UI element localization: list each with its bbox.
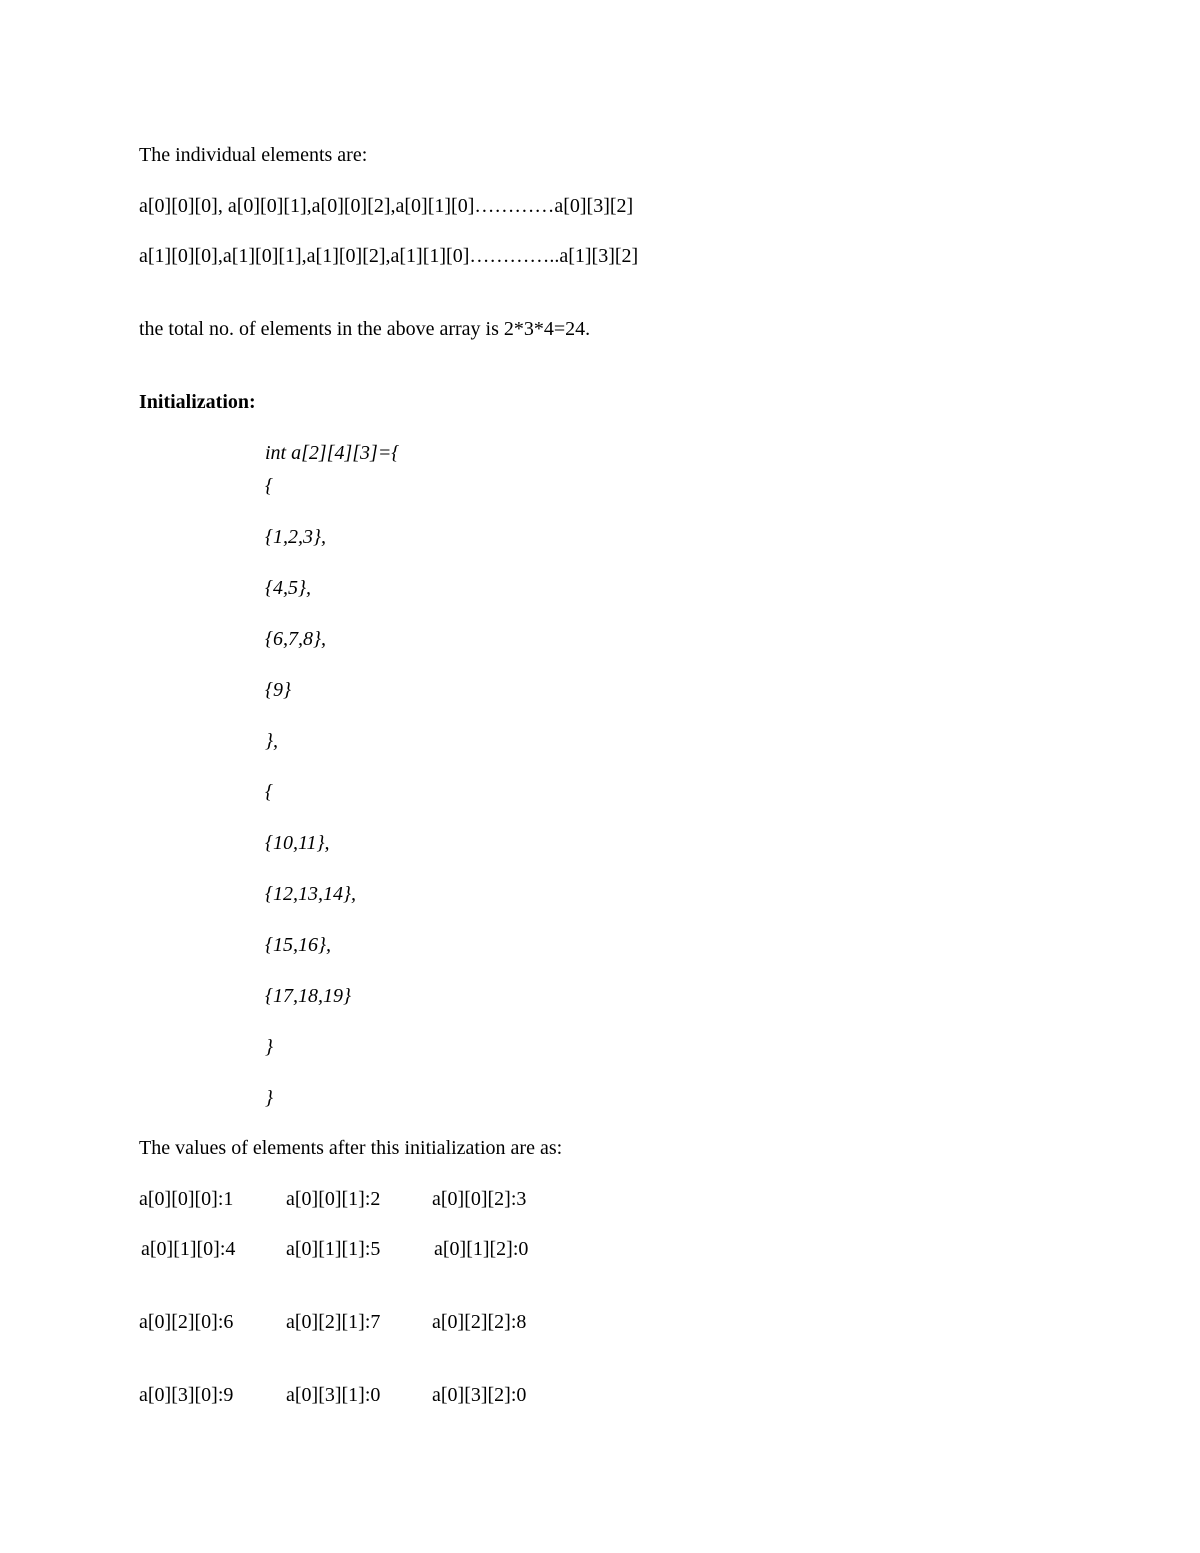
code-line: {15,16}, bbox=[265, 934, 331, 956]
code-line: int a[2][4][3]={ bbox=[265, 442, 400, 464]
code-line: }, bbox=[265, 730, 278, 752]
value-cell: a[0][3][0]:9 bbox=[139, 1384, 234, 1406]
value-cell: a[0][3][1]:0 bbox=[286, 1384, 381, 1406]
code-line: { bbox=[265, 781, 273, 803]
value-cell: a[0][1][0]:4 bbox=[141, 1238, 236, 1260]
code-line: {10,11}, bbox=[265, 832, 330, 854]
value-cell: a[0][2][2]:8 bbox=[432, 1311, 527, 1333]
value-cell: a[0][0][2]:3 bbox=[432, 1188, 527, 1210]
value-cell: a[0][0][0]:1 bbox=[139, 1188, 234, 1210]
code-line: {17,18,19} bbox=[265, 985, 351, 1007]
elements-row-1: a[0][0][0], a[0][0][1],a[0][0][2],a[0][1][0]…………a[0][3][2] bbox=[139, 195, 634, 217]
value-cell: a[0][2][0]:6 bbox=[139, 1311, 234, 1333]
value-cell: a[0][2][1]:7 bbox=[286, 1311, 381, 1333]
code-line: {4,5}, bbox=[265, 577, 311, 599]
elements-row-2: a[1][0][0],a[1][0][1],a[1][0][2],a[1][1][0]…………..a[1][3][2] bbox=[139, 245, 639, 267]
code-line: } bbox=[265, 1036, 273, 1058]
code-line: {9} bbox=[265, 679, 291, 701]
code-line: { bbox=[265, 475, 273, 497]
value-cell: a[0][1][1]:5 bbox=[286, 1238, 381, 1260]
code-line: {6,7,8}, bbox=[265, 628, 326, 650]
value-cell: a[0][3][2]:0 bbox=[432, 1384, 527, 1406]
section-heading: Initialization: bbox=[139, 391, 256, 413]
code-line: {1,2,3}, bbox=[265, 526, 326, 548]
total-elements-text: the total no. of elements in the above array is 2*3*4=24. bbox=[139, 318, 591, 340]
intro-text: The individual elements are: bbox=[139, 144, 368, 166]
value-cell: a[0][1][2]:0 bbox=[434, 1238, 529, 1260]
code-line: } bbox=[265, 1087, 273, 1109]
code-line: {12,13,14}, bbox=[265, 883, 356, 905]
values-intro-text: The values of elements after this initialization are as: bbox=[139, 1137, 563, 1159]
value-cell: a[0][0][1]:2 bbox=[286, 1188, 381, 1210]
